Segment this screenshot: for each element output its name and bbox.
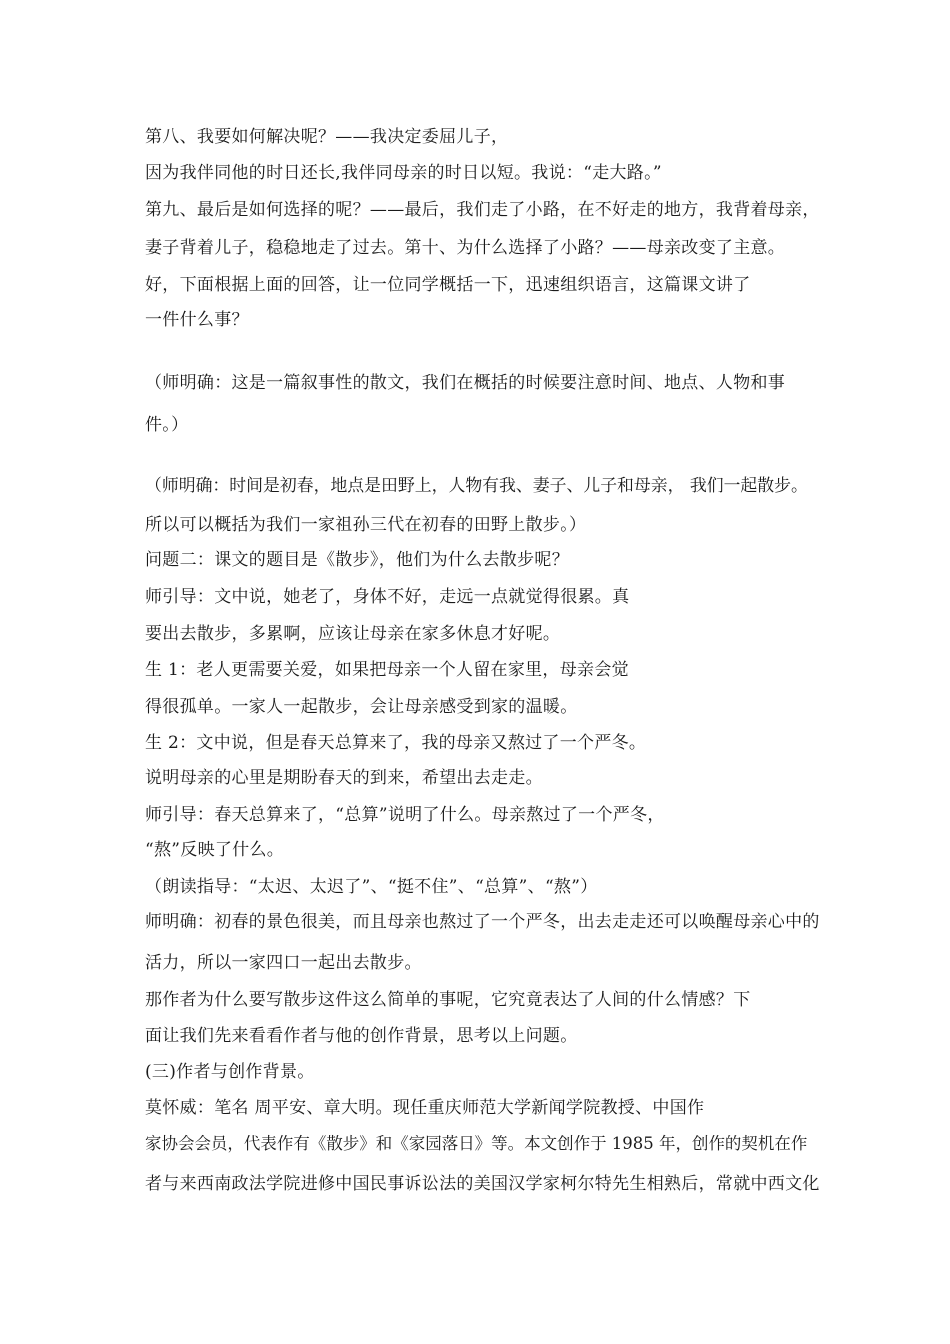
text-line: （师明确：时间是初春，地点是田野上，人物有我、妻子、儿子和母亲， 我们一起散步。 (145, 475, 808, 495)
text-line: 得很孤单。一家人一起散步，会让母亲感受到家的温暖。 (145, 697, 578, 717)
text-line: 说明母亲的心里是期盼春天的到来，希望出去走走。 (145, 768, 543, 788)
text-line: 所以可以概括为我们一家祖孙三代在初春的田野上散步。） (145, 515, 587, 535)
text-line: 因为我伴同他的时日还长,我伴同母亲的时日以短。我说：“走大路。” (145, 163, 662, 183)
text-line: 家协会会员，代表作有《散步》和《家园落日》等。本文创作于 1985 年，创作的契机在作 (145, 1134, 808, 1153)
text-line: (三)作者与创作背景。 (145, 1062, 315, 1082)
text-line: 件。） (145, 415, 189, 435)
text-line: 生 1：老人更需要关爱，如果把母亲一个人留在家里，母亲会觉 (145, 660, 629, 680)
text-line: 妻子背着儿子，稳稳地走了过去。第十、为什么选择了小路？——母亲改变了主意。 (145, 238, 786, 258)
text-line: 那作者为什么要写散步这件这么简单的事呢，它究竟表达了人间的什么情感？下 (145, 990, 751, 1010)
text-line: 第九、最后是如何选择的呢？——最后，我们走了小路，在不好走的地方，我背着母亲， (145, 200, 820, 220)
text-line: （师明确：这是一篇叙事性的散文，我们在概括的时候要注意时间、地点、人物和事 (145, 373, 786, 393)
text-line: “熬”反映了什么。 (145, 840, 285, 860)
text-line: 问题二：课文的题目是《散步》，他们为什么去散步呢？ (145, 550, 569, 570)
text-line: 第八、我要如何解决呢？——我决定委屈儿子， (145, 127, 509, 147)
text-line: 面让我们先来看看作者与他的创作背景，思考以上问题。 (145, 1026, 578, 1046)
text-line: 莫怀威：笔名 周平安、章大明。现任重庆师范大学新闻学院教授、中国作 (145, 1098, 705, 1118)
text-line: 好，下面根据上面的回答，让一位同学概括一下，迅速组织语言，这篇课文讲了 (145, 275, 751, 295)
text-line: 一件什么事？ (145, 310, 249, 330)
text-line: 者与来西南政法学院进修中国民事诉讼法的美国汉学家柯尔特先生相熟后，常就中西文化 (145, 1174, 820, 1194)
text-line: 要出去散步，多累啊，应该让母亲在家多休息才好呢。 (145, 624, 561, 644)
text-line: 生 2：文中说，但是春天总算来了，我的母亲又熬过了一个严冬。 (145, 733, 647, 753)
text-line: 活力，所以一家四口一起出去散步。 (145, 953, 422, 973)
text-line: 师引导：春天总算来了，“总算”说明了什么。母亲熬过了一个严冬， (145, 805, 665, 825)
text-line: 师明确：初春的景色很美，而且母亲也熬过了一个严冬，出去走走还可以唤醒母亲心中的 (145, 912, 820, 932)
text-line: 师引导：文中说，她老了，身体不好，走远一点就觉得很累。真 (145, 587, 630, 607)
text-line: （朗读指导：“太迟、太迟了”、“挺不住”、“总算”、“熬”） (145, 877, 598, 897)
